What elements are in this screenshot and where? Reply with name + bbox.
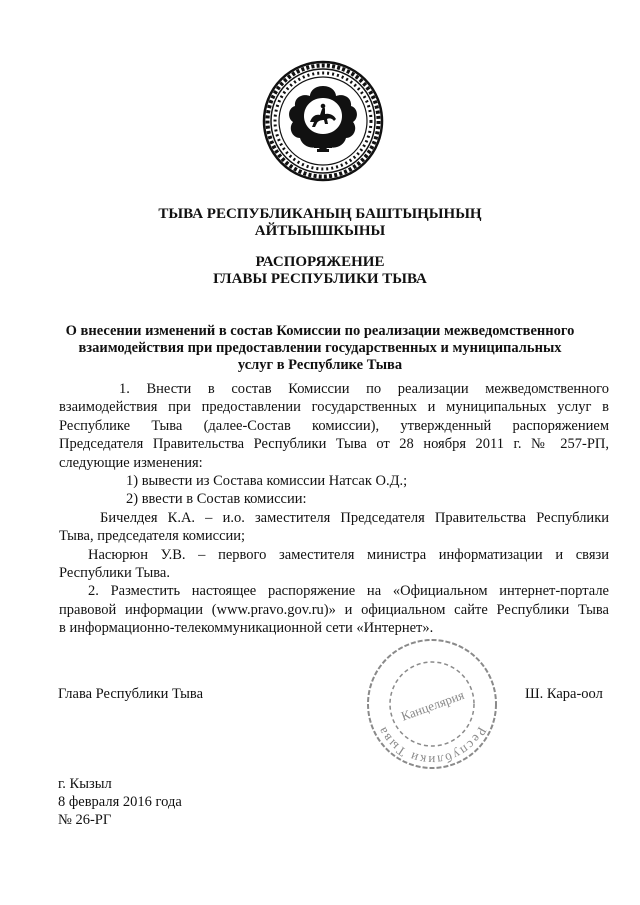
tyva-heading — [0, 206, 640, 240]
signature-name: Ш. Кара-оол — [525, 686, 603, 702]
paragraph-1-line: Председателя Правительства Республики Тыва от 28 ноября 2011 г. № 257-РП, — [59, 436, 609, 453]
bichelday-line: Тыва, председателя комиссии; — [59, 528, 246, 545]
subject-line3: услуг в Республике Тыва — [237, 357, 403, 373]
footer-city: г. Кызыл — [58, 776, 112, 792]
list-item-1: 1) вывести из Состава комиссии Натсак О.Д.; — [126, 473, 408, 490]
tyva-heading-line1: ТЫВА РЕСПУБЛИКАНЫҢ БАШТЫҢЫНЫҢ — [158, 206, 482, 222]
subject-heading — [0, 323, 640, 374]
stamp-center-text: Канцелярия — [399, 687, 467, 724]
list-item-2: 2) ввести в Состав комиссии: — [126, 491, 307, 508]
footer-date: 8 февраля 2016 года — [58, 794, 182, 810]
signature-position: Глава Республики Тыва — [58, 686, 204, 702]
paragraph-2-line: правовой информации (www.pravo.gov.ru)» и официальном сайте Республики Тыва — [59, 601, 609, 618]
bichelday-line: Бичелдея К.А. – и.о. заместителя Председателя Правительства Республики — [100, 509, 609, 526]
nasyuryun-paragraph — [59, 546, 609, 583]
nasyuryun-line: Республики Тыва. — [59, 565, 170, 582]
bichelday-paragraph — [59, 509, 609, 546]
paragraph-2-line: в информационно-телекоммуникационной сети «Интернет». — [59, 620, 434, 637]
paragraph-2 — [59, 582, 609, 637]
tyva-heading-line2: АЙТЫЫШКЫНЫ — [254, 223, 386, 239]
order-title: РАСПОРЯЖЕНИЕ — [255, 254, 385, 270]
subject-line1: О внесении изменений в состав Комиссии по реализации межведомственного — [65, 323, 575, 339]
paragraph-1-line: взаимодействия при предоставлении государственных и муниципальных услуг в — [59, 399, 609, 416]
paragraph-2-line: 2. Разместить настоящее распоряжение на «Официальном интернет-портале — [88, 583, 609, 600]
order-heading — [0, 254, 640, 288]
nasyuryun-line: Насюрюн У.В. – первого заместителя министра информатизации и связи — [88, 546, 609, 563]
footer-number: № 26-РГ — [58, 812, 112, 828]
order-issuer: ГЛАВЫ РЕСПУБЛИКИ ТЫВА — [213, 271, 427, 287]
stamp-ring-text: Республики Тыва — [373, 723, 490, 769]
subject-line2: взаимодействия при предоставлении государственных и муниципальных — [78, 340, 562, 356]
coat-of-arms-emblem — [262, 60, 384, 182]
official-stamp — [364, 636, 500, 772]
paragraph-1-line: следующие изменения: — [59, 454, 203, 471]
document-footer — [58, 775, 182, 829]
order-body — [59, 380, 609, 638]
paragraph-1-line: 1. Внести в состав Комиссии по реализации межведомственного — [119, 381, 609, 397]
paragraph-1 — [59, 380, 609, 472]
paragraph-1-line: Республике Тыва (далее-Состав комиссии), утвержденный распоряжением — [59, 417, 609, 434]
